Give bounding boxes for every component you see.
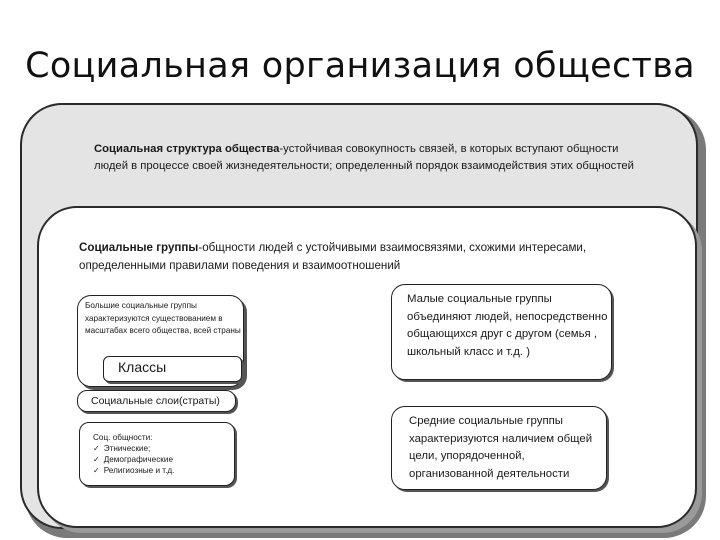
slide-title: Социальная организация общества xyxy=(25,46,695,86)
social-groups-term: Социальные группы xyxy=(79,241,199,254)
social-structure-term: Социальная структура общества xyxy=(94,143,280,155)
communities-heading: Соц. общности: xyxy=(93,433,153,442)
communities-box xyxy=(79,422,235,486)
small-groups-box: Малые социальные группы объединяют людей, непосредственно общающихся друг с другом (семья , школьный класс и т.д. ) xyxy=(391,284,612,380)
communities-item: ✓ Религиозные и т.д. xyxy=(93,465,234,476)
strata-box: Социальные слои(страты) xyxy=(77,390,236,412)
social-groups-definition xyxy=(79,239,659,275)
classes-box: Классы xyxy=(103,356,242,382)
medium-groups-box: Средние социальные группы характеризуются наличием общей цели, упорядоченной, организованной деятельности xyxy=(391,406,607,490)
social-structure-text: -устойчивая совокупность связей, в которых вступают общности людей в процессе своей жизнедеятельности; определенный порядок взаимодействия этих общностей xyxy=(94,143,634,172)
communities-item: ✓ Этнические; xyxy=(93,443,234,454)
large-groups-box: Большие социальные группы характеризуются существованием в масштабах всего общества, всей страны xyxy=(77,295,244,387)
social-groups-text: -общности людей с устойчивыми взаимосвязями, схожими интересами, определенными правилами поведения и взаимоотношений xyxy=(79,241,587,272)
social-structure-definition xyxy=(94,141,634,174)
communities-item: ✓ Демографические xyxy=(93,454,234,465)
communities-list xyxy=(93,443,234,476)
